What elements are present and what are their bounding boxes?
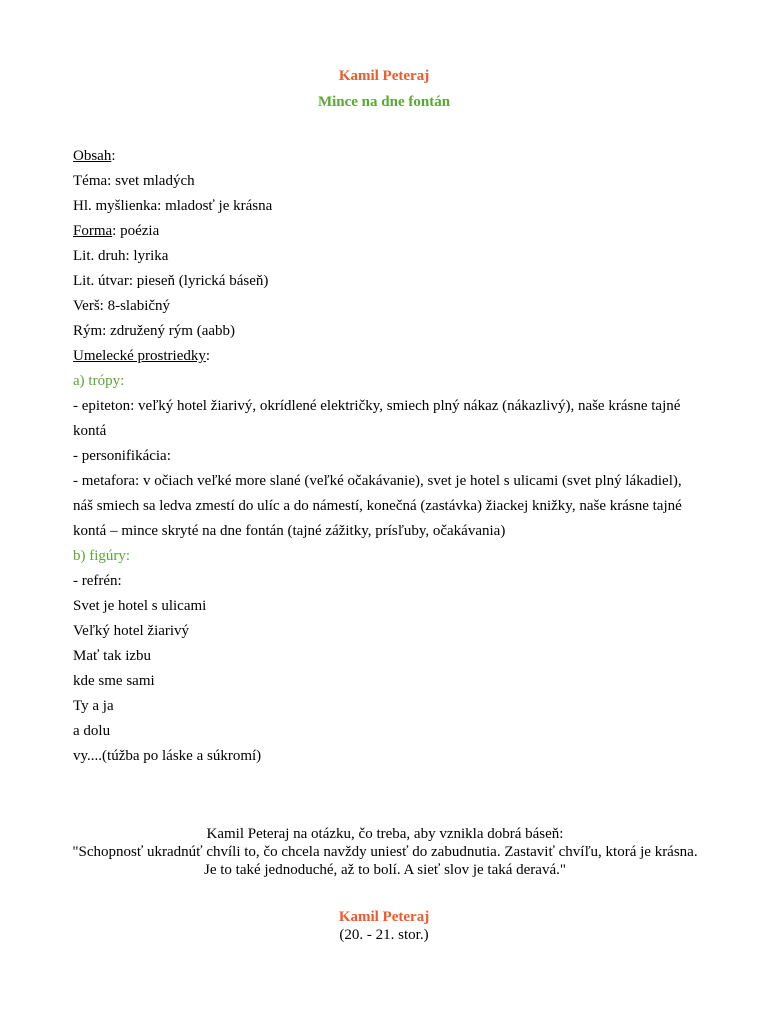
author-footer [0, 908, 768, 944]
umelecke-line: Umelecké prostriedky: [73, 348, 211, 364]
quote-intro: Kamil Peteraj na otázku, čo treba, aby vznikla dobrá báseň: [206, 826, 564, 842]
forma-label: Forma [73, 223, 113, 239]
vers-line: Verš: 8-slabičný [73, 298, 171, 314]
poem-line: kde sme sami [73, 673, 155, 689]
lit-utvar-line: Lit. útvar: pieseň (lyrická báseň) [73, 273, 269, 289]
footer-years: (20. - 21. stor.) [339, 927, 429, 943]
analysis-section [73, 144, 703, 769]
refren-line: - refrén: [73, 573, 122, 589]
figury-heading: b) figúry: [73, 548, 131, 564]
poem-line: Veľký hotel žiarivý [73, 623, 190, 639]
myslienka-line: Hl. myšlienka: mladosť je krásna [73, 198, 273, 214]
poem-line: Ty a ja [73, 698, 114, 714]
footer-author: Kamil Peteraj [338, 909, 430, 925]
metafora-paragraph: - metafora: v očiach veľké more slané (veľké očakávanie), svet je hotel s ulicami (svet plný lákadiel), náš smiech sa ledva zmestí do ulíc a do námestí, konečná (zastávka) žiackej knižky, naše krásne tajné kontá – mince skryté na dne fontán (tajné zážitky, prísľuby, očakávania) [73, 473, 682, 539]
author-heading: Kamil Peteraj [338, 68, 430, 84]
quote-block [70, 825, 700, 879]
lit-druh-line: Lit. druh: lyrika [73, 248, 169, 264]
obsah-label: Obsah [73, 148, 112, 164]
tropy-heading: a) trópy: [73, 373, 125, 389]
tema-line: Téma: svet mladých [73, 173, 195, 189]
poem-line: Mať tak izbu [73, 648, 152, 664]
umelecke-label: Umelecké prostriedky [73, 348, 206, 364]
quote-text: "Schopnosť ukradnúť chvíli to, čo chcela navždy uniesť do zabudnutia. Zastaviť chvíľu, ktorá je krásna. Je to také jednoduché, až to bolí. A sieť slov je taká deravá." [72, 844, 698, 878]
poem-line: a dolu [73, 723, 111, 739]
forma-line [73, 219, 703, 244]
poem-line: Svet je hotel s ulicami [73, 598, 207, 614]
obsah-line: Obsah: [73, 148, 116, 164]
poem-title: Mince na dne fontán [317, 94, 451, 110]
personifikacia-line: - personifikácia: [73, 448, 171, 464]
poem-line: vy....(túžba po láske a súkromí) [73, 748, 262, 764]
rym-line: Rým: združený rým (aabb) [73, 323, 236, 339]
epiteton-paragraph: - epiteton: veľký hotel žiarivý, okrídlené električky, smiech plný nákaz (nákazlivý), naše krásne tajné kontá [73, 398, 681, 439]
forma-value: : poézia [112, 223, 160, 239]
